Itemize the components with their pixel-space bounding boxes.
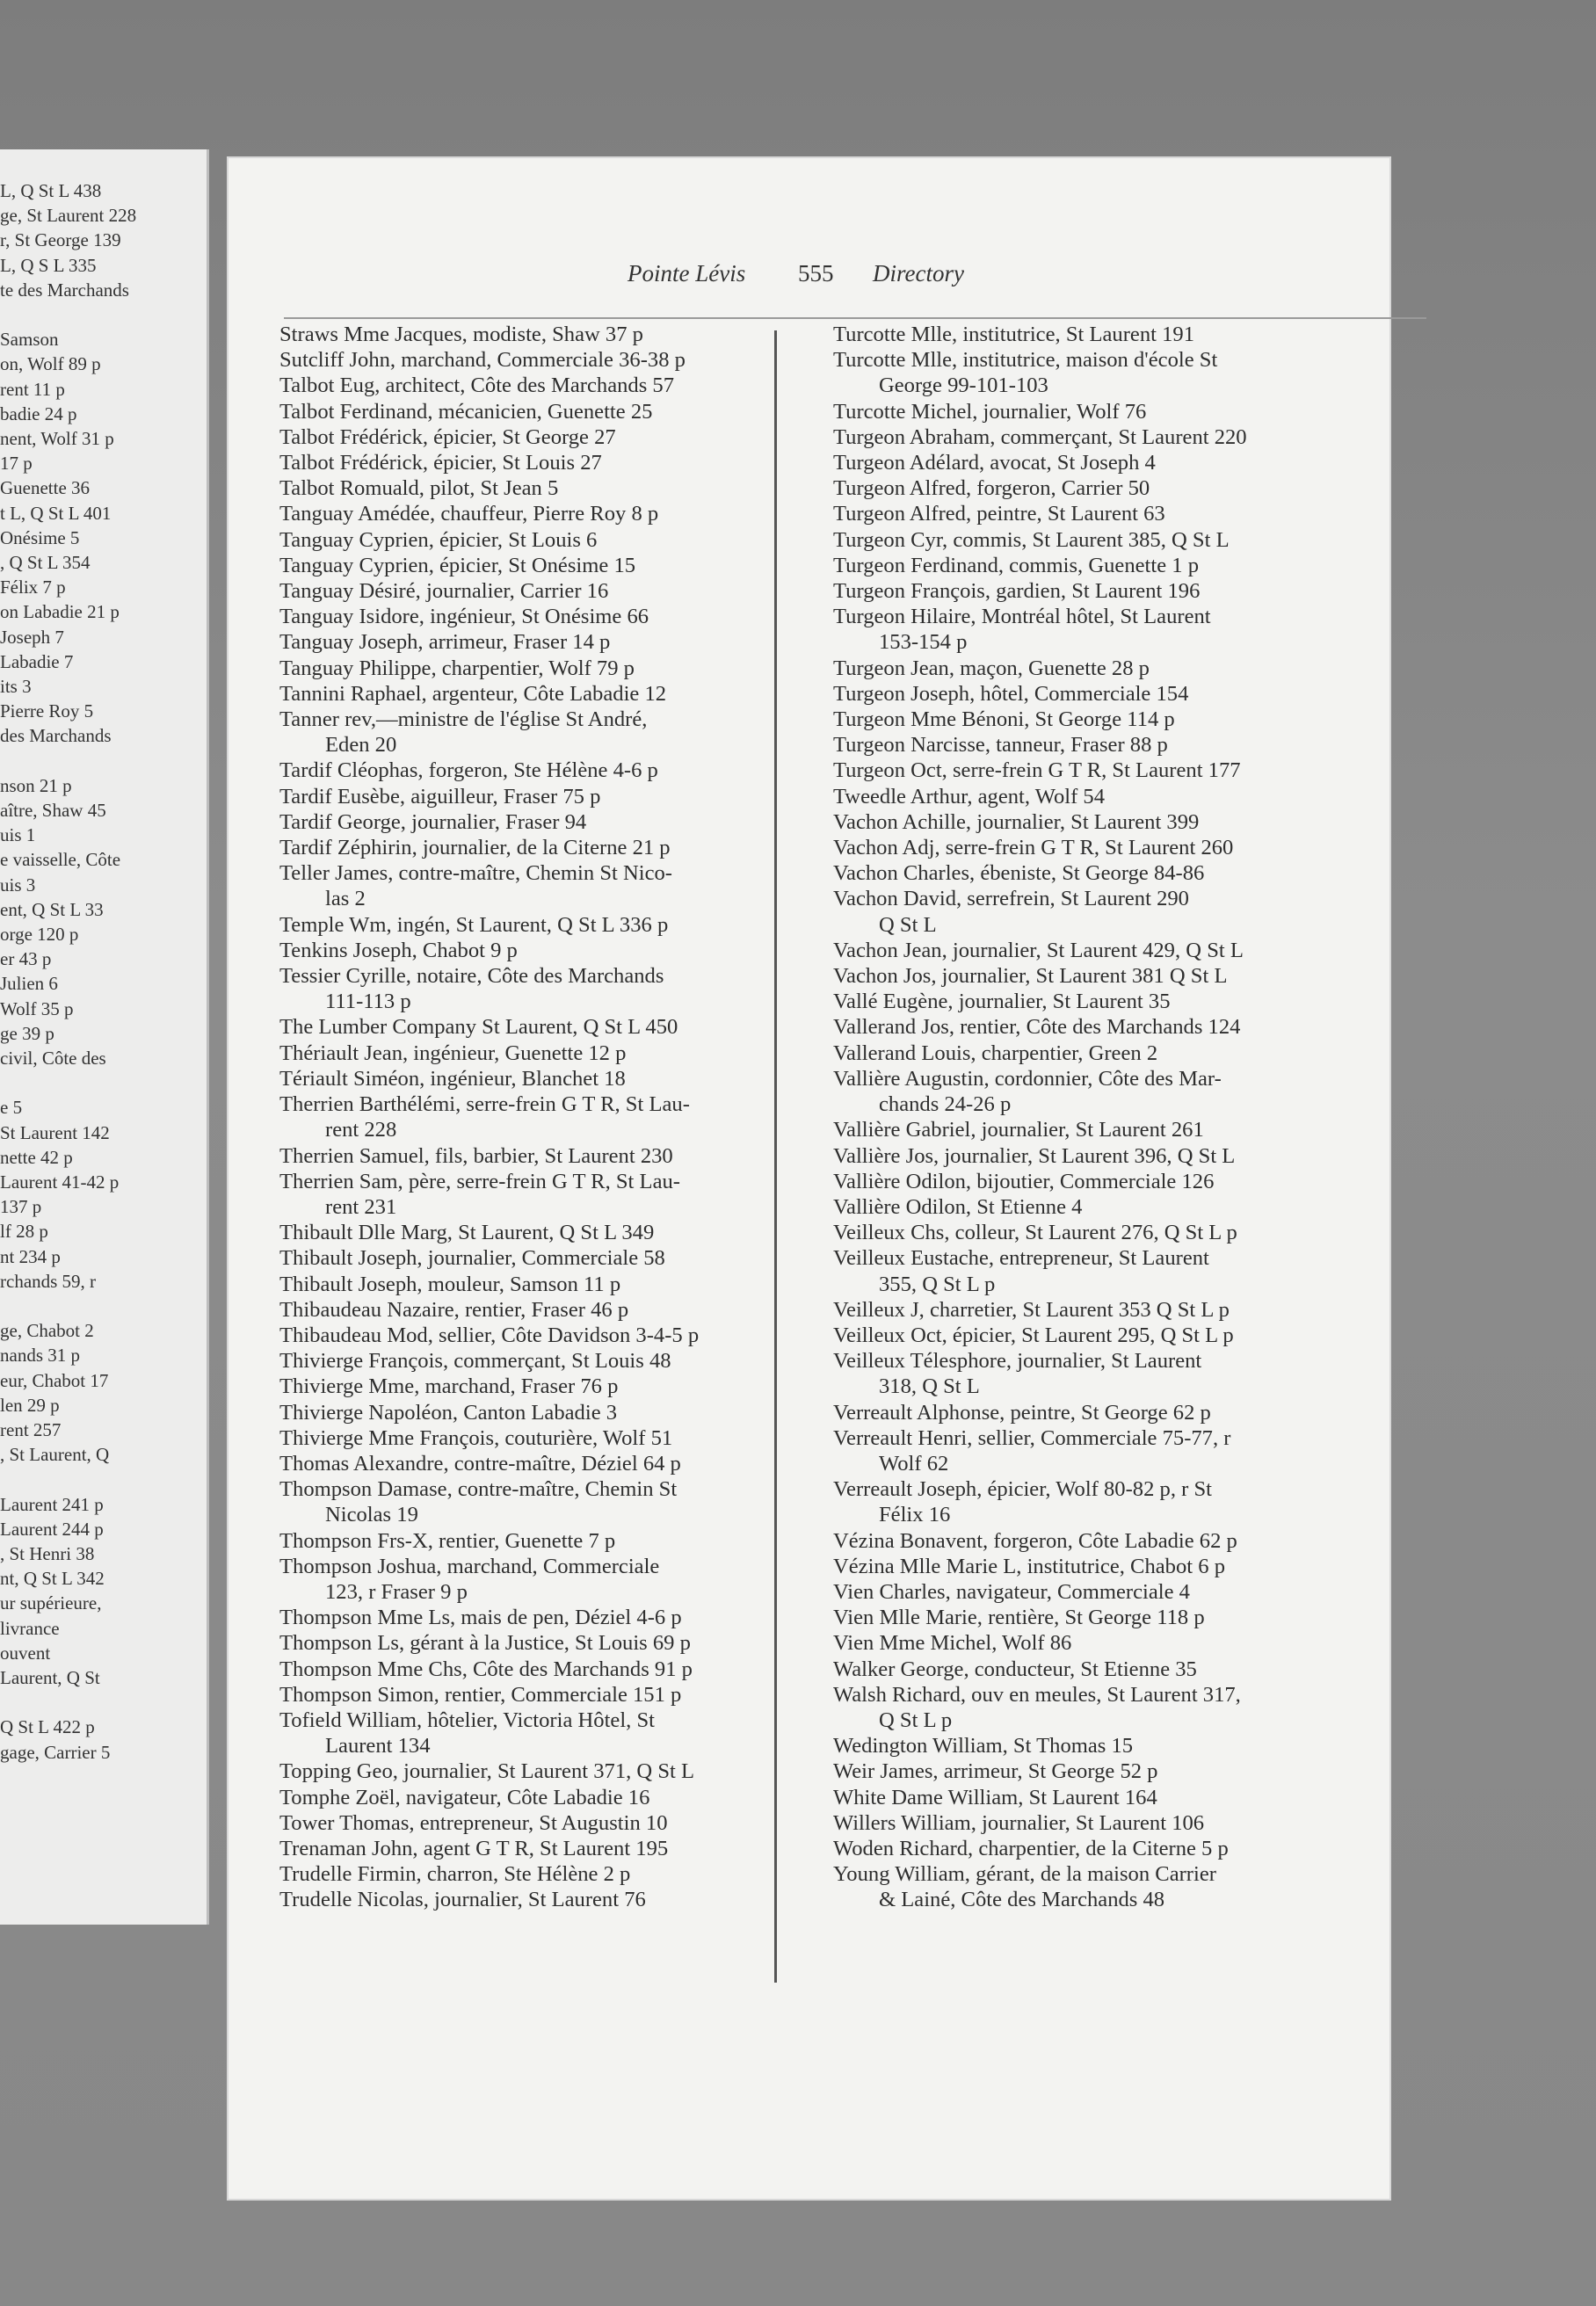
directory-entry: Vallière Odilon, bijoutier, Commerciale 126	[833, 1169, 1215, 1193]
directory-entry: Turgeon Jean, maçon, Guenette 28 p	[833, 656, 1150, 680]
directory-entry: Young William, gérant, de la maison Carrier	[833, 1862, 1216, 1887]
directory-entry: Veilleux Chs, colleur, St Laurent 276, Q St L p	[833, 1221, 1237, 1245]
previous-page-fragment: nson 21 p	[0, 774, 72, 796]
directory-entry: Thibault Joseph, journalier, Commerciale 58	[279, 1246, 665, 1271]
previous-page-fragment: on, Wolf 89 p	[0, 353, 101, 375]
previous-page-fragment: Pierre Roy 5	[0, 700, 94, 722]
directory-entry: Tardif Eusèbe, aiguilleur, Fraser 75 p	[279, 784, 601, 809]
directory-entry: Thompson Ls, gérant à la Justice, St Louis 69 p	[279, 1631, 691, 1656]
directory-entry: Tardif George, journalier, Fraser 94	[279, 809, 587, 834]
directory-entry: Willers William, journalier, St Laurent 106	[833, 1810, 1205, 1835]
previous-page-fragment: L, Q St L 438	[0, 180, 102, 201]
previous-page-fragment: Laurent, Q St	[0, 1667, 100, 1688]
directory-entry: Thibault Joseph, mouleur, Samson 11 p	[279, 1272, 621, 1296]
directory-entry: Vallé Eugène, journalier, St Laurent 35	[833, 990, 1171, 1014]
previous-page-fragment: eur, Chabot 17	[0, 1369, 109, 1391]
previous-page	[0, 149, 209, 1925]
directory-entry: Turgeon Adélard, avocat, St Joseph 4	[833, 451, 1156, 475]
previous-page-fragment: L, Q S L 335	[0, 254, 97, 276]
directory-entry: Tanguay Isidore, ingénieur, St Onésime 66	[279, 605, 649, 629]
directory-entry: Trenaman John, agent G T R, St Laurent 195	[279, 1836, 669, 1860]
header-right: Directory	[873, 260, 964, 286]
directory-entry: Tomphe Zoël, navigateur, Côte Labadie 16	[279, 1785, 650, 1809]
directory-entry: Vallière Gabriel, journalier, St Laurent 261	[833, 1118, 1204, 1142]
directory-entry: Veilleux J, charretier, St Laurent 353 Q St L p	[833, 1297, 1230, 1322]
directory-entry: Tériault Siméon, ingénieur, Blanchet 18	[279, 1066, 626, 1091]
directory-entry: Vachon Charles, ébeniste, St George 84-86	[833, 861, 1205, 886]
directory-entry: Vallière Jos, journalier, St Laurent 396, Q St L	[833, 1143, 1236, 1168]
directory-entry: Trudelle Firmin, charron, Ste Hélène 2 p	[279, 1862, 631, 1887]
directory-entry: Vézina Mlle Marie L, institutrice, Chabot 6 p	[833, 1554, 1225, 1578]
directory-entry: Tweedle Arthur, agent, Wolf 54	[833, 784, 1106, 809]
previous-page-fragment: uis 3	[0, 874, 36, 896]
previous-page-fragment: lf 28 p	[0, 1221, 48, 1243]
previous-page-fragment: nands 31 p	[0, 1345, 80, 1367]
directory-entry: Tanguay Désiré, journalier, Carrier 16	[279, 579, 609, 604]
directory-entry: Vézina Bonavent, forgeron, Côte Labadie 62 p	[833, 1528, 1237, 1553]
previous-page-fragment: livrance	[0, 1617, 60, 1639]
previous-page-fragment: rchands 59, r	[0, 1270, 97, 1292]
directory-entry: Verreault Henri, sellier, Commerciale 75-77, r	[833, 1425, 1231, 1450]
previous-page-fragment: 137 p	[0, 1196, 42, 1218]
header-left: Pointe Lévis	[628, 260, 746, 286]
directory-entry: Thompson Mme Ls, mais de pen, Déziel 4-6 p	[279, 1606, 682, 1630]
previous-page-fragment: nt, Q St L 342	[0, 1568, 105, 1590]
directory-entry: Thomas Alexandre, contre-maître, Déziel 64 p	[279, 1451, 681, 1476]
previous-page-fragment: Q St L 422 p	[0, 1716, 95, 1738]
directory-entry: Turgeon Abraham, commerçant, St Laurent 220	[833, 424, 1247, 449]
previous-page-fragment: ent, Q St L 33	[0, 898, 104, 920]
directory-entry: Vachon Jean, journalier, St Laurent 429, Q St L	[833, 938, 1244, 962]
previous-page-fragment: Laurent 241 p	[0, 1493, 104, 1515]
directory-entry: Turgeon Alfred, peintre, St Laurent 63	[833, 502, 1165, 526]
directory-entry: Sutcliff John, marchand, Commerciale 36-38 p	[279, 348, 686, 373]
directory-entry: Talbot Eug, architect, Côte des Marchands 57	[279, 373, 675, 398]
previous-page-fragment: nent, Wolf 31 p	[0, 428, 114, 449]
directory-entry: Vachon Jos, journalier, St Laurent 381 Q St L	[833, 964, 1228, 989]
directory-entry: Thompson Damase, contre-maître, Chemin St	[279, 1477, 678, 1502]
directory-entry: Thibault Dlle Marg, St Laurent, Q St L 349	[279, 1221, 655, 1245]
directory-entry: Trudelle Nicolas, journalier, St Laurent 76	[279, 1888, 646, 1912]
directory-entry: Vien Charles, navigateur, Commerciale 4	[833, 1579, 1190, 1604]
directory-entry: Thériault Jean, ingénieur, Guenette 12 p	[279, 1041, 627, 1065]
directory-entry: Thompson Mme Chs, Côte des Marchands 91 p	[279, 1657, 693, 1681]
directory-entry: Turcotte Mlle, institutrice, maison d'école St	[833, 348, 1218, 373]
previous-page-fragment: nt 234 p	[0, 1245, 61, 1267]
previous-page-fragment: Joseph 7	[0, 626, 64, 648]
previous-page-fragment: Julien 6	[0, 973, 58, 995]
directory-entry: Tenkins Joseph, Chabot 9 p	[279, 938, 518, 962]
previous-page-fragment: ouvent	[0, 1642, 51, 1664]
previous-page-fragment: des Marchands	[0, 725, 112, 747]
previous-page-fragment: ge 39 p	[0, 1022, 54, 1044]
previous-page-fragment: te des Marchands	[0, 279, 129, 301]
directory-entry: White Dame William, St Laurent 164	[833, 1785, 1157, 1809]
directory-entry: Turgeon Narcisse, tanneur, Fraser 88 p	[833, 733, 1168, 758]
previous-page-fragment: St Laurent 142	[0, 1121, 110, 1143]
directory-entry: Vachon Adj, serre-frein G T R, St Laurent 260	[833, 836, 1234, 860]
previous-page-fragment: Guenette 36	[0, 477, 91, 499]
previous-page-fragment: er 43 p	[0, 948, 52, 970]
directory-entry: Vallerand Jos, rentier, Côte des Marchands 124	[833, 1015, 1241, 1040]
directory-entry: Veilleux Eustache, entrepreneur, St Laurent	[833, 1246, 1209, 1271]
previous-page-fragment: , St Henri 38	[0, 1543, 95, 1564]
directory-entry: Vallière Augustin, cordonnier, Côte des Mar-	[833, 1066, 1222, 1091]
previous-page-fragment: Félix 7 p	[0, 576, 66, 598]
previous-page-fragment: Samson	[0, 329, 59, 351]
directory-entry: Thibaudeau Mod, sellier, Côte Davidson 3-4-5 p	[279, 1323, 700, 1347]
previous-page-fragment: len 29 p	[0, 1394, 60, 1416]
previous-page-fragment: ge, St Laurent 228	[0, 205, 137, 227]
directory-entry: Thivierge Mme, marchand, Fraser 76 p	[279, 1374, 619, 1399]
directory-entry: Vallière Odilon, St Etienne 4	[833, 1194, 1083, 1219]
previous-page-fragment: rent 11 p	[0, 378, 65, 400]
directory-entry: Tanner rev,—ministre de l'église St André,	[279, 707, 648, 732]
previous-page-fragment: orge 120 p	[0, 924, 79, 945]
previous-page-fragment: Labadie 7	[0, 650, 74, 672]
directory-entry: Turgeon Ferdinand, commis, Guenette 1 p	[833, 553, 1200, 577]
directory-entry: Turcotte Michel, journalier, Wolf 76	[833, 399, 1147, 424]
directory-entry: Woden Richard, charpentier, de la Citerne 5 p	[833, 1836, 1229, 1860]
directory-entry: Thivierge François, commerçant, St Louis 48	[279, 1349, 671, 1374]
directory-entry: Talbot Ferdinand, mécanicien, Guenette 25	[279, 399, 653, 424]
directory-entry: Turgeon Hilaire, Montréal hôtel, St Laurent	[833, 605, 1211, 629]
entry-continuation: Q St L	[879, 912, 937, 937]
directory-entry: Teller James, contre-maître, Chemin St Nico-	[279, 861, 672, 886]
previous-page-fragment: Laurent 244 p	[0, 1518, 104, 1540]
previous-page-fragment: on Labadie 21 p	[0, 601, 120, 623]
directory-entry: Tanguay Philippe, charpentier, Wolf 79 p	[279, 656, 635, 680]
entry-continuation: 123, r Fraser 9 p	[325, 1579, 468, 1604]
directory-entry: Thibaudeau Nazaire, rentier, Fraser 46 p	[279, 1297, 629, 1322]
directory-entry: Turgeon Cyr, commis, St Laurent 385, Q St L	[833, 527, 1230, 552]
entry-continuation: chands 24-26 p	[879, 1092, 1012, 1117]
header-rule	[284, 317, 1426, 319]
directory-entry: Veilleux Oct, épicier, St Laurent 295, Q St L p	[833, 1323, 1234, 1347]
directory-entry: Thivierge Mme François, couturière, Wolf 51	[279, 1425, 673, 1450]
column-divider	[774, 330, 777, 1983]
right-column	[833, 322, 1413, 1913]
directory-entry: The Lumber Company St Laurent, Q St L 450	[279, 1015, 678, 1040]
directory-entry: Vallerand Louis, charpentier, Green 2	[833, 1041, 1158, 1065]
directory-entry: Therrien Barthélémi, serre-frein G T R, St Lau-	[279, 1092, 690, 1117]
directory-entry: Temple Wm, ingén, St Laurent, Q St L 336 p	[279, 912, 669, 937]
directory-entry: Veilleux Télesphore, journalier, St Laurent	[833, 1349, 1202, 1374]
directory-entry: Thivierge Napoléon, Canton Labadie 3	[279, 1400, 618, 1425]
directory-entry: Therrien Sam, père, serre-frein G T R, St Lau-	[279, 1169, 680, 1193]
previous-page-fragment: rent 257	[0, 1419, 62, 1440]
directory-entry: Thompson Frs-X, rentier, Guenette 7 p	[279, 1528, 616, 1553]
previous-page-fragment: ge, Chabot 2	[0, 1320, 94, 1342]
directory-entry: Tardif Zéphirin, journalier, de la Citerne 21 p	[279, 836, 671, 860]
directory-entry: Talbot Frédérick, épicier, St George 27	[279, 424, 616, 449]
previous-page-fragment: Onésime 5	[0, 526, 80, 548]
previous-page-fragment: aître, Shaw 45	[0, 800, 106, 821]
previous-page-fragment: Wolf 35 p	[0, 997, 74, 1019]
previous-page-fragment: r, St George 139	[0, 229, 121, 251]
left-column	[279, 322, 842, 1913]
directory-entry: Tannini Raphael, argenteur, Côte Labadie 12	[279, 681, 667, 706]
previous-page-fragment: e 5	[0, 1097, 23, 1119]
previous-page-fragment: e vaisselle, Côte	[0, 849, 121, 871]
directory-entry: Tanguay Joseph, arrimeur, Fraser 14 p	[279, 630, 611, 655]
directory-entry: Verreault Alphonse, peintre, St George 62 p	[833, 1400, 1211, 1425]
previous-page-fragment: t L, Q St L 401	[0, 502, 112, 524]
directory-entry: Turgeon Joseph, hôtel, Commerciale 154	[833, 681, 1189, 706]
directory-entry: Verreault Joseph, épicier, Wolf 80-82 p, r St	[833, 1477, 1212, 1502]
directory-entry: Tessier Cyrille, notaire, Côte des Marchands	[279, 964, 664, 989]
directory-entry: Thompson Joshua, marchand, Commerciale	[279, 1554, 660, 1578]
previous-page-fragment: , Q St L 354	[0, 552, 91, 573]
directory-page	[227, 156, 1391, 2201]
entry-continuation: rent 231	[325, 1194, 397, 1219]
previous-page-fragment: gage, Carrier 5	[0, 1741, 111, 1763]
entry-continuation: Eden 20	[325, 733, 397, 758]
entry-continuation: rent 228	[325, 1118, 397, 1142]
directory-entry: Vachon Achille, journalier, St Laurent 399	[833, 809, 1200, 834]
directory-entry: Vien Mme Michel, Wolf 86	[833, 1631, 1072, 1656]
directory-entry: Turgeon Alfred, forgeron, Carrier 50	[833, 476, 1150, 501]
directory-entry: Tanguay Cyprien, épicier, St Onésime 15	[279, 553, 636, 577]
directory-entry: Tower Thomas, entrepreneur, St Augustin 10	[279, 1810, 668, 1835]
directory-entry: Vien Mlle Marie, rentière, St George 118 p	[833, 1606, 1205, 1630]
directory-entry: Topping Geo, journalier, St Laurent 371, Q St L	[279, 1759, 695, 1784]
entry-continuation: Nicolas 19	[325, 1503, 418, 1527]
directory-entry: Walsh Richard, ouv en meules, St Laurent 317,	[833, 1682, 1241, 1707]
entry-continuation: 153-154 p	[879, 630, 968, 655]
previous-page-fragment: badie 24 p	[0, 402, 77, 424]
previous-page-fragment: 17 p	[0, 453, 33, 475]
directory-entry: Wedington William, St Thomas 15	[833, 1734, 1134, 1759]
previous-page-fragment: Laurent 41-42 p	[0, 1171, 120, 1193]
entry-continuation: las 2	[325, 887, 366, 911]
directory-entry: Tardif Cléophas, forgeron, Ste Hélène 4-6 p	[279, 758, 658, 783]
previous-page-fragment: nette 42 p	[0, 1146, 73, 1168]
previous-page-fragment: its 3	[0, 676, 32, 697]
directory-entry: Turgeon François, gardien, St Laurent 196	[833, 579, 1201, 604]
directory-entry: Vachon David, serrefrein, St Laurent 290	[833, 887, 1189, 911]
entry-continuation: Laurent 134	[325, 1734, 431, 1759]
directory-entry: Turcotte Mlle, institutrice, St Laurent 191	[833, 323, 1194, 346]
directory-entry: Thompson Simon, rentier, Commerciale 151 p	[279, 1682, 682, 1707]
entry-continuation: Félix 16	[879, 1503, 951, 1527]
directory-entry: Straws Mme Jacques, modiste, Shaw 37 p	[279, 323, 643, 346]
directory-entry: Weir James, arrimeur, St George 52 p	[833, 1759, 1158, 1784]
directory-entry: Tofield William, hôtelier, Victoria Hôtel, St	[279, 1708, 655, 1732]
entry-continuation: 111-113 p	[325, 990, 411, 1014]
entry-continuation: Q St L p	[879, 1708, 953, 1732]
entry-continuation: Wolf 62	[879, 1451, 949, 1476]
directory-entry: Turgeon Oct, serre-frein G T R, St Laurent 177	[833, 758, 1241, 783]
directory-entry: Walker George, conducteur, St Etienne 35	[833, 1657, 1197, 1681]
previous-page-fragment: uis 1	[0, 824, 36, 846]
previous-page-fragment: , St Laurent, Q	[0, 1444, 110, 1466]
previous-page-fragment: ur supérieure,	[0, 1592, 102, 1614]
previous-page-fragment: civil, Côte des	[0, 1048, 106, 1069]
directory-entry: Tanguay Cyprien, épicier, St Louis 6	[279, 527, 598, 552]
page-header	[227, 260, 1391, 295]
directory-entry: Talbot Romuald, pilot, St Jean 5	[279, 476, 559, 501]
entry-continuation: 355, Q St L p	[879, 1272, 996, 1296]
entry-continuation: & Lainé, Côte des Marchands 48	[879, 1888, 1165, 1912]
directory-entry: Therrien Samuel, fils, barbier, St Laurent 230	[279, 1143, 673, 1168]
page-number: 555	[798, 260, 834, 286]
directory-entry: Turgeon Mme Bénoni, St George 114 p	[833, 707, 1175, 732]
directory-entry: Talbot Frédérick, épicier, St Louis 27	[279, 451, 602, 475]
entry-continuation: 318, Q St L	[879, 1374, 980, 1399]
directory-entry: Tanguay Amédée, chauffeur, Pierre Roy 8 p	[279, 502, 659, 526]
entry-continuation: George 99-101-103	[879, 373, 1048, 398]
